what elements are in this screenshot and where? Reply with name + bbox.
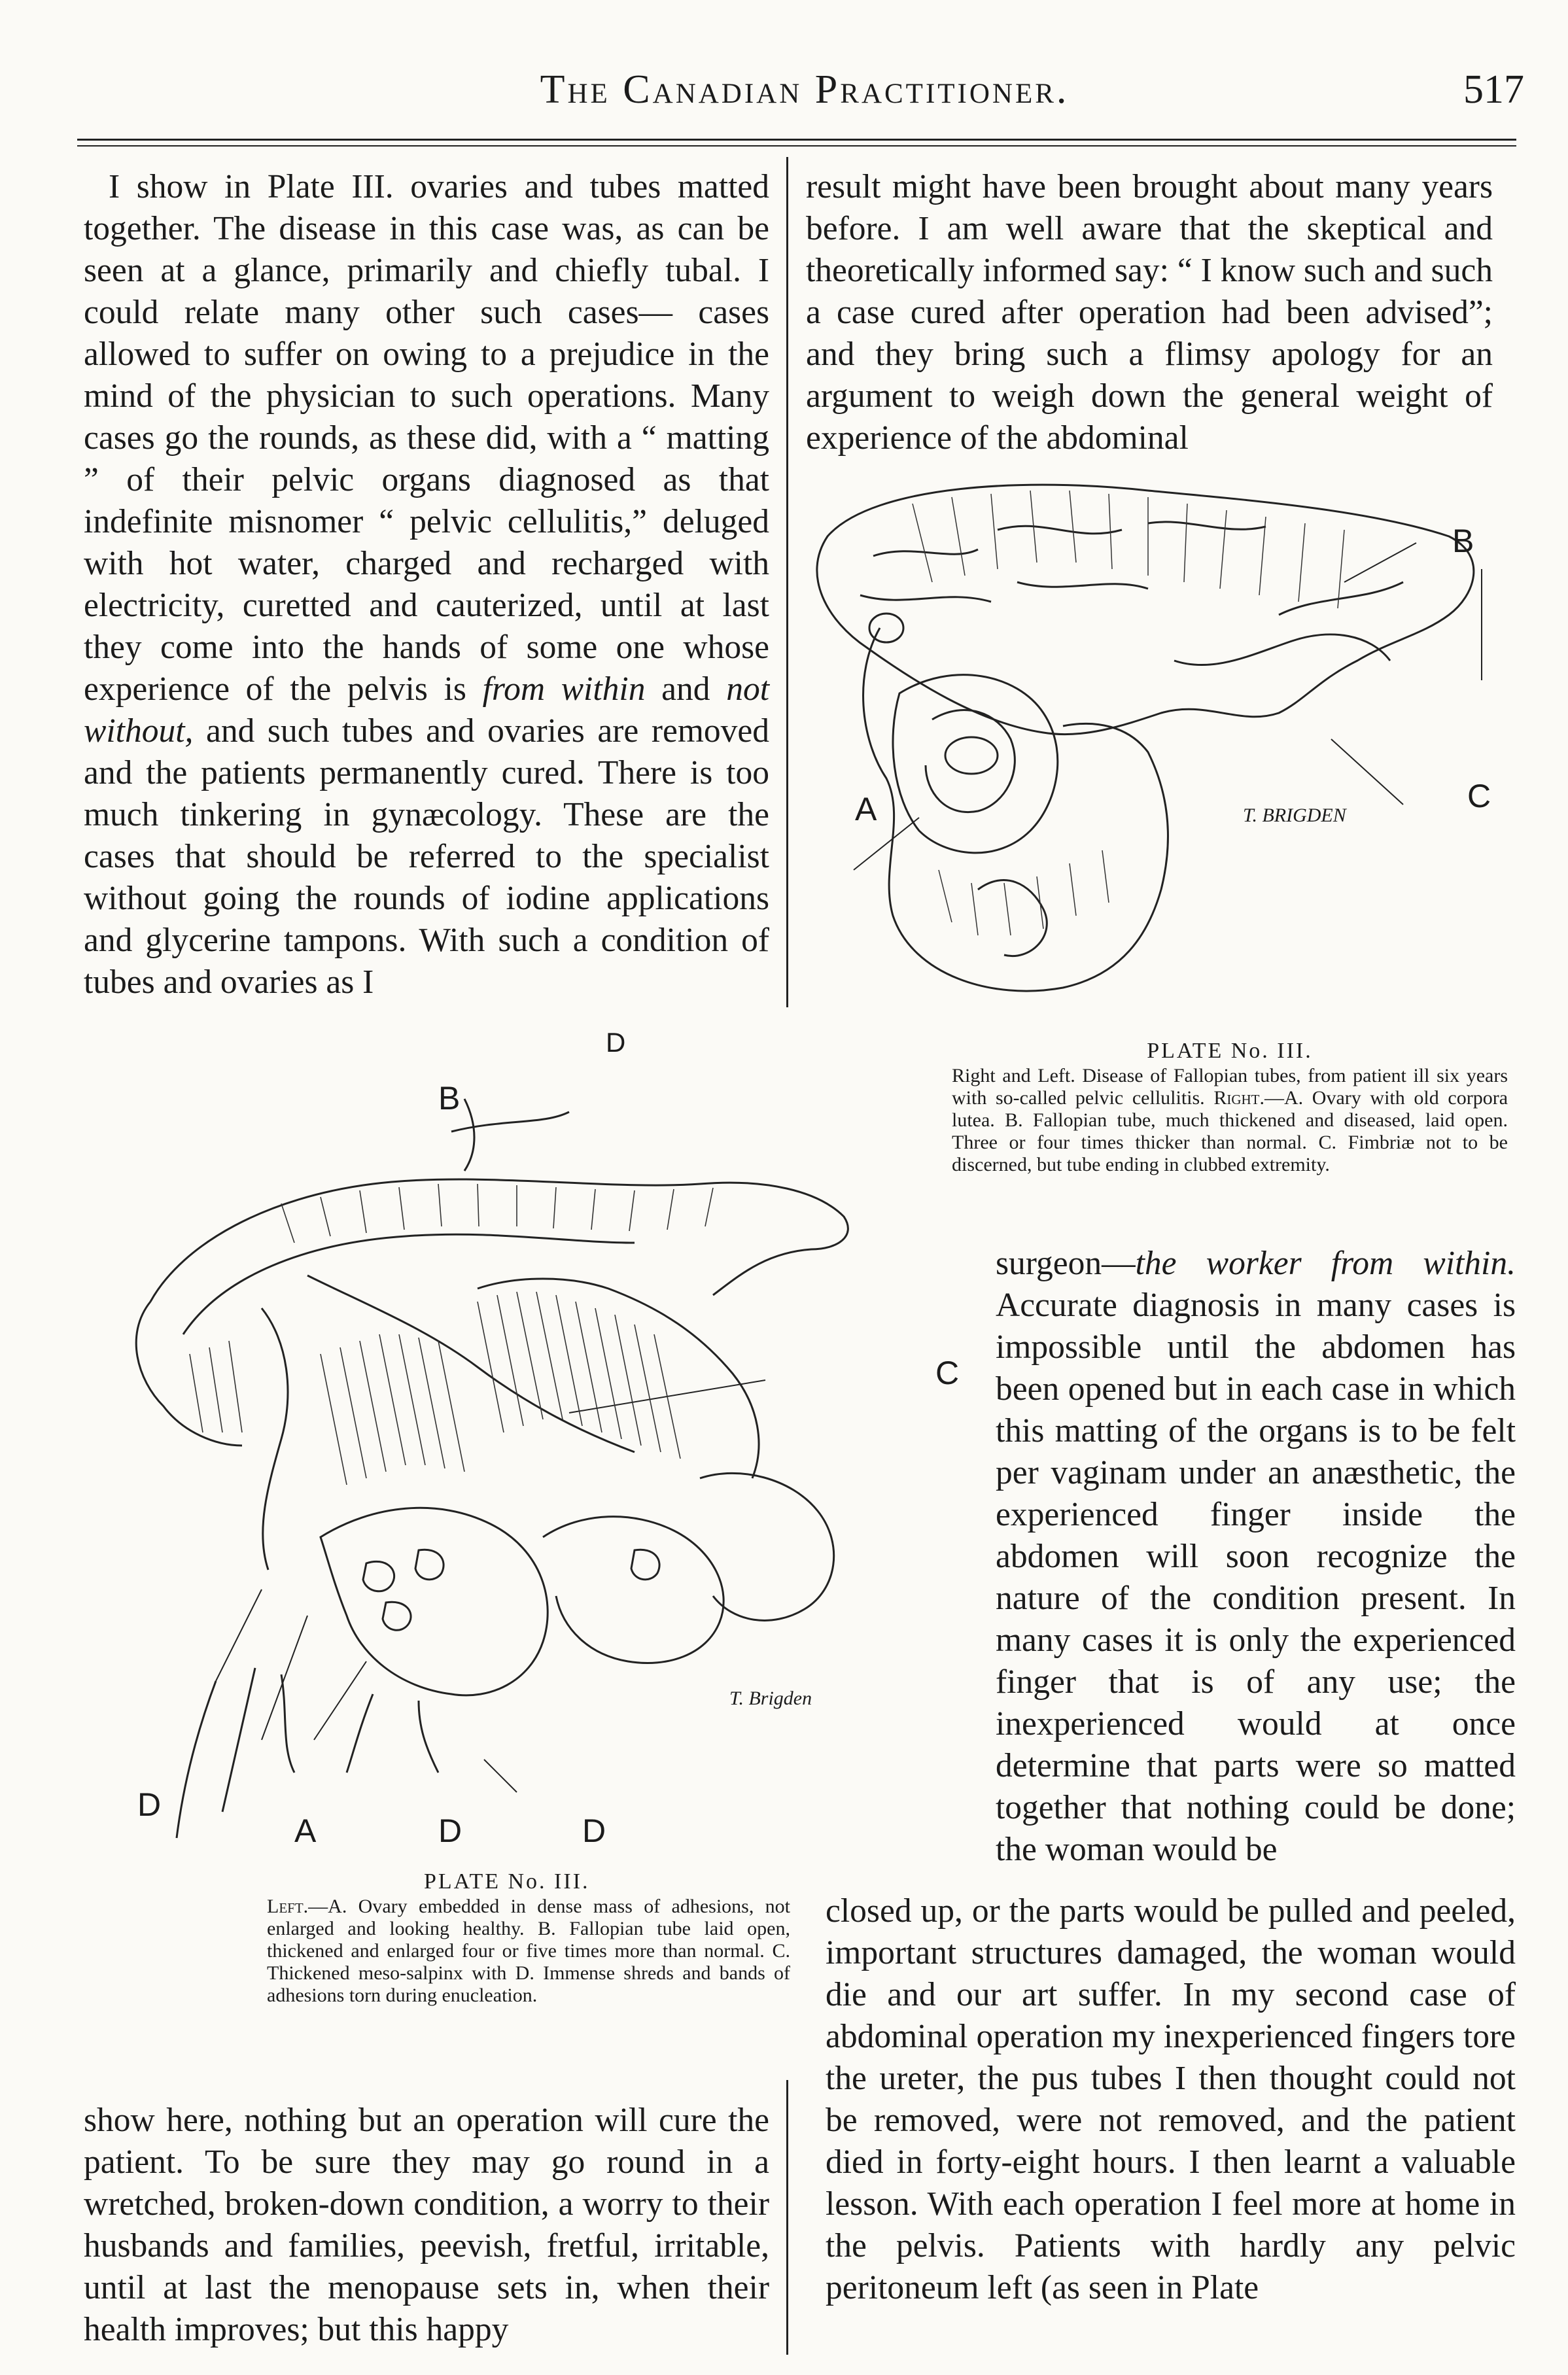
right-column-top-paragraph: result might have been brought about many years before. I am well aware that the skeptical and theoretically informed say: “ I know such and such a case cured after operation had been advised”; and they bring such a flimsy apology for an argument to weigh down the general weight of experience of the abdominal [806, 168, 1493, 457]
caption-text: —A. Ovary with old corpora lutea. B. Fallopian tube, much thickened and diseased, laid open. Three or four times thicker than normal. C. Fimbriæ not to be discerned, but tube ending in clubbed extremity. [952, 1087, 1508, 1175]
caption-text: —A. Ovary embedded in dense mass of adhesions, not enlarged and looking healthy. B. Fallopian tube laid open, thickened and enlarged four or five times more than normal. C. Thickened meso-salpinx with D. Immense shreds and bands of adhesions torn during enucleation. [267, 1896, 790, 2006]
label-b: B [438, 1080, 461, 1117]
caption-lead: Right. [1213, 1087, 1264, 1109]
plate-left-figure [111, 1027, 960, 1871]
plate-right-figure [782, 464, 1531, 1033]
adhesions-illustration [111, 1027, 955, 1871]
running-title: The Canadian Practitioner. [540, 67, 1070, 112]
label-a: A [294, 1812, 317, 1849]
left-text-1: I show in Plate III. ovaries and tubes matted together. The disease in this case was, as can be seen at a glance, primarily and chiefly tubal. I could relate many other such cases— cases allowed to suffer on owing to a prejudice in the mind of the physician to such operations. Many cases go the rounds, as these did, with a “ matting ” of their pelvic organs diagnosed as that indefinite misnomer “ pelvic cellulitis,” deluged with hot water, charged and recharged with electricity, curetted and cauterized, until at last they come into the hands of some one whose experience of the pelvis is [84, 168, 769, 708]
ovary-tube-illustration [782, 464, 1531, 1033]
label-d-middle: D [438, 1812, 462, 1849]
plate-right-caption [952, 1040, 1508, 1176]
right-column-bottom-paragraph: closed up, or the parts would be pulled and peeled, important structures damaged, the woman would die and our art suffer. In my second case of abdominal operation my inexperienced fingers tore the ureter, the pus tubes I then thought could not be removed, were not removed, and the patient died in forty-eight hours. I then learnt a valuable lesson. With each operation I feel more at home in the pelvis. Patients with hardly any pelvic peritoneum left (as seen in Plate [826, 1892, 1516, 2306]
caption-body [952, 1065, 1508, 1176]
right-middle-lead: surgeon— [996, 1245, 1136, 1282]
left-text-2: and such tubes and ovaries are removed and the patients permanently cured. There is too much tinkering in gynæcology. These are the cases that should be referred to the specialist without going the rounds of iodine applications and glycerine tampons. With such a condition of tubes and ovaries as I [84, 712, 769, 1001]
column-divider-bottom [786, 2080, 788, 2355]
caption-lead: Left. [267, 1896, 309, 1917]
label-b: B [1452, 523, 1474, 559]
left-column-bottom-paragraph: show here, nothing but an operation will cure the patient. To be sure they may go round in a wretched, broken-down condition, a worry to their husbands and families, peevish, fretful, irritable, until at last the menopause sets in, when their health improves; but this happy [84, 2102, 769, 2348]
caption-body [267, 1896, 790, 2007]
artist-signature: T. Brigden [729, 1688, 812, 1709]
header-rule-2 [77, 145, 1516, 147]
artist-signature: T. BRIGDEN [1243, 805, 1346, 826]
caption-title: PLATE No. III. [1147, 1039, 1313, 1063]
header-rule [77, 139, 1516, 141]
left-column-top-paragraph [84, 166, 769, 1003]
right-middle-italic: the worker from within. [1135, 1245, 1516, 1282]
left-and: and [661, 670, 710, 708]
left-italic-1: from within [482, 670, 646, 708]
caption-line1: Right and Left. Disease of Fallopian tubes, from patient ill six years with so-called pelvic cellulitis. [952, 1065, 1508, 1109]
label-c: C [935, 1355, 960, 1391]
plate-left-caption [267, 1871, 790, 2007]
right-middle-text: Accurate diagnosis in many cases is impossible until the abdomen has been opened but in each case in which this matting of the organs is to be felt per vaginam under an anæsthetic, the experienced finger inside the abdomen will soon recognize the nature of the condition present. In many cases it is only the experienced finger that is of any use; the inexperienced would at once determine that parts were so matted together that nothing could be done; the woman would be [996, 1287, 1516, 1868]
label-d-left: D [137, 1786, 162, 1823]
label-a: A [855, 791, 877, 827]
label-d-right: D [582, 1812, 606, 1849]
label-d-top: D [606, 1027, 626, 1058]
page-header [59, 41, 1524, 113]
left-italic-2: not without, [84, 670, 770, 750]
caption-title: PLATE No. III. [424, 1869, 590, 1894]
page-number: 517 [1463, 67, 1524, 112]
label-c: C [1467, 778, 1491, 814]
right-column-middle-paragraph [996, 1243, 1516, 1871]
